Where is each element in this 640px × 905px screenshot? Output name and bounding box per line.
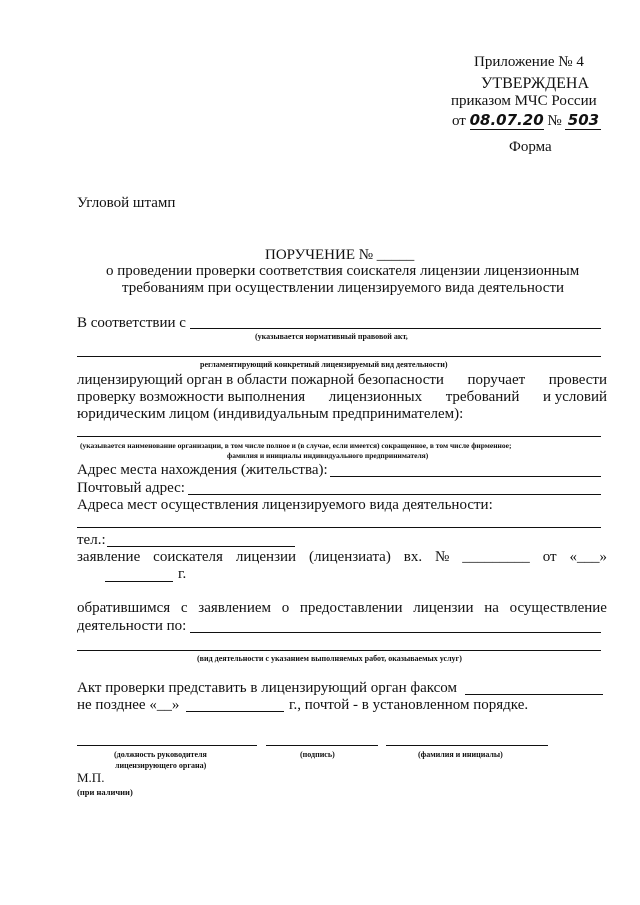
order-by-label: приказом МЧС России: [451, 93, 597, 109]
location-address-label: Адрес места нахождения (жительства):: [77, 462, 328, 478]
activity-by-field[interactable]: [190, 632, 601, 633]
organization-field[interactable]: [77, 436, 601, 437]
according-to-label: В соответствии с: [77, 315, 186, 331]
activity-by-field-2[interactable]: [77, 650, 601, 651]
app-w6: №: [435, 549, 450, 565]
hint-regulating: регламентирующий конкретный лицензируемый вид деятельности): [200, 360, 448, 369]
order-date-row: [452, 111, 601, 130]
seal-note: (при наличии): [77, 787, 133, 797]
number-sign: №: [547, 113, 562, 129]
position-hint-1: (должность руководителя: [114, 750, 207, 759]
location-address-field[interactable]: [330, 476, 601, 477]
signature-line[interactable]: [266, 745, 378, 746]
paragraph-1-line-2: [77, 389, 607, 406]
application-line: [77, 549, 607, 566]
activity-addresses-label: Адреса мест осуществления лицензируемого вида деятельности:: [77, 497, 493, 513]
phone-field[interactable]: [107, 546, 295, 547]
hint-legal-act: (указывается нормативный правовой акт,: [255, 332, 408, 341]
paragraph-1-line-1: [77, 372, 607, 389]
name-signature-line[interactable]: [386, 745, 548, 746]
phone-label: тел.:: [77, 532, 106, 548]
name-hint: (фамилия и инициалы): [418, 750, 503, 759]
app-w8: от: [542, 549, 557, 565]
regulating-act-field[interactable]: [77, 356, 601, 357]
order-date-handwritten: 08.07.20: [469, 111, 544, 129]
p1l2-w3: требований: [445, 389, 520, 405]
applied-w1: обратившимся: [77, 600, 171, 616]
app-number-field[interactable]: _________: [462, 549, 530, 565]
act-submit-label: Акт проверки представить в лицензирующий орган факсом: [77, 680, 458, 696]
applied-w6: лицензии: [413, 600, 474, 616]
order-title: ПОРУЧЕНИЕ № _____: [265, 247, 415, 263]
form-label: Форма: [509, 139, 552, 155]
date-prefix: от: [452, 113, 466, 129]
p1l2-w2: лицензионных: [328, 389, 423, 405]
deadline-prefix: не позднее «__»: [77, 697, 180, 713]
postal-address-label: Почтовый адрес:: [77, 480, 185, 496]
hint-activity: (вид деятельности с указанием выполняемых работ, оказываемых услуг): [197, 654, 462, 663]
applied-w2: с: [180, 600, 188, 616]
applied-w3: заявлением: [198, 600, 271, 616]
p1l2-w4: и условий: [542, 389, 607, 405]
corner-stamp-label: Угловой штамп: [77, 195, 176, 211]
hint-organization-2: фамилия и инициалы индивидуального предпринимателя): [227, 451, 429, 460]
appendix-number: Приложение № 4: [474, 54, 584, 70]
p1l1-w2: поручает: [467, 372, 526, 388]
applied-w4: о: [281, 600, 290, 616]
app-w4: (лицензиата): [309, 549, 391, 565]
applied-w7: на: [484, 600, 499, 616]
app-w5: вх.: [403, 549, 423, 565]
year-suffix: г.: [178, 566, 187, 582]
activity-by-label: деятельности по:: [77, 618, 187, 634]
postal-address-field[interactable]: [188, 494, 601, 495]
applied-line: [77, 600, 607, 617]
paragraph-1-line-3: юридическим лицом (индивидуальным предпринимателем):: [77, 406, 464, 422]
p1l1-w3: провести: [548, 372, 607, 388]
title-subline-2: требованиям при осуществлении лицензируемого вида деятельности: [122, 280, 565, 296]
deadline-suffix: г., почтой - в установленном порядке.: [289, 697, 529, 713]
position-signature-line[interactable]: [77, 745, 257, 746]
app-day-field[interactable]: «___»: [569, 549, 607, 565]
application-month-year-field[interactable]: [105, 581, 173, 582]
hint-organization-1: (указывается наименование организации, в том числе полное и (в случае, если имеется) сокращенное, в том числе фирменное;: [80, 441, 512, 450]
applied-w8: осуществление: [509, 600, 607, 616]
approved-label: УТВЕРЖДЕНА: [481, 75, 590, 92]
signature-hint: (подпись): [300, 750, 335, 759]
app-w3: лицензии: [235, 549, 297, 565]
app-w1: заявление: [77, 549, 141, 565]
legal-act-field[interactable]: [190, 328, 601, 329]
seal-label: М.П.: [77, 770, 105, 785]
p1l1-w1: лицензирующий орган в области пожарной безопасности: [77, 372, 444, 388]
title-subline-1: о проведении проверки соответствия соискателя лицензии лицензионным: [106, 263, 580, 279]
fax-field[interactable]: [465, 694, 603, 695]
activity-addresses-field[interactable]: [77, 527, 601, 528]
position-hint-2: лицензирующего органа): [115, 761, 207, 770]
p1l2-w1: проверку возможности выполнения: [77, 389, 306, 405]
applied-w5: предоставлении: [299, 600, 403, 616]
deadline-month-year-field[interactable]: [186, 711, 284, 712]
app-w2: соискателя: [153, 549, 223, 565]
order-number-handwritten: 503: [565, 111, 601, 130]
